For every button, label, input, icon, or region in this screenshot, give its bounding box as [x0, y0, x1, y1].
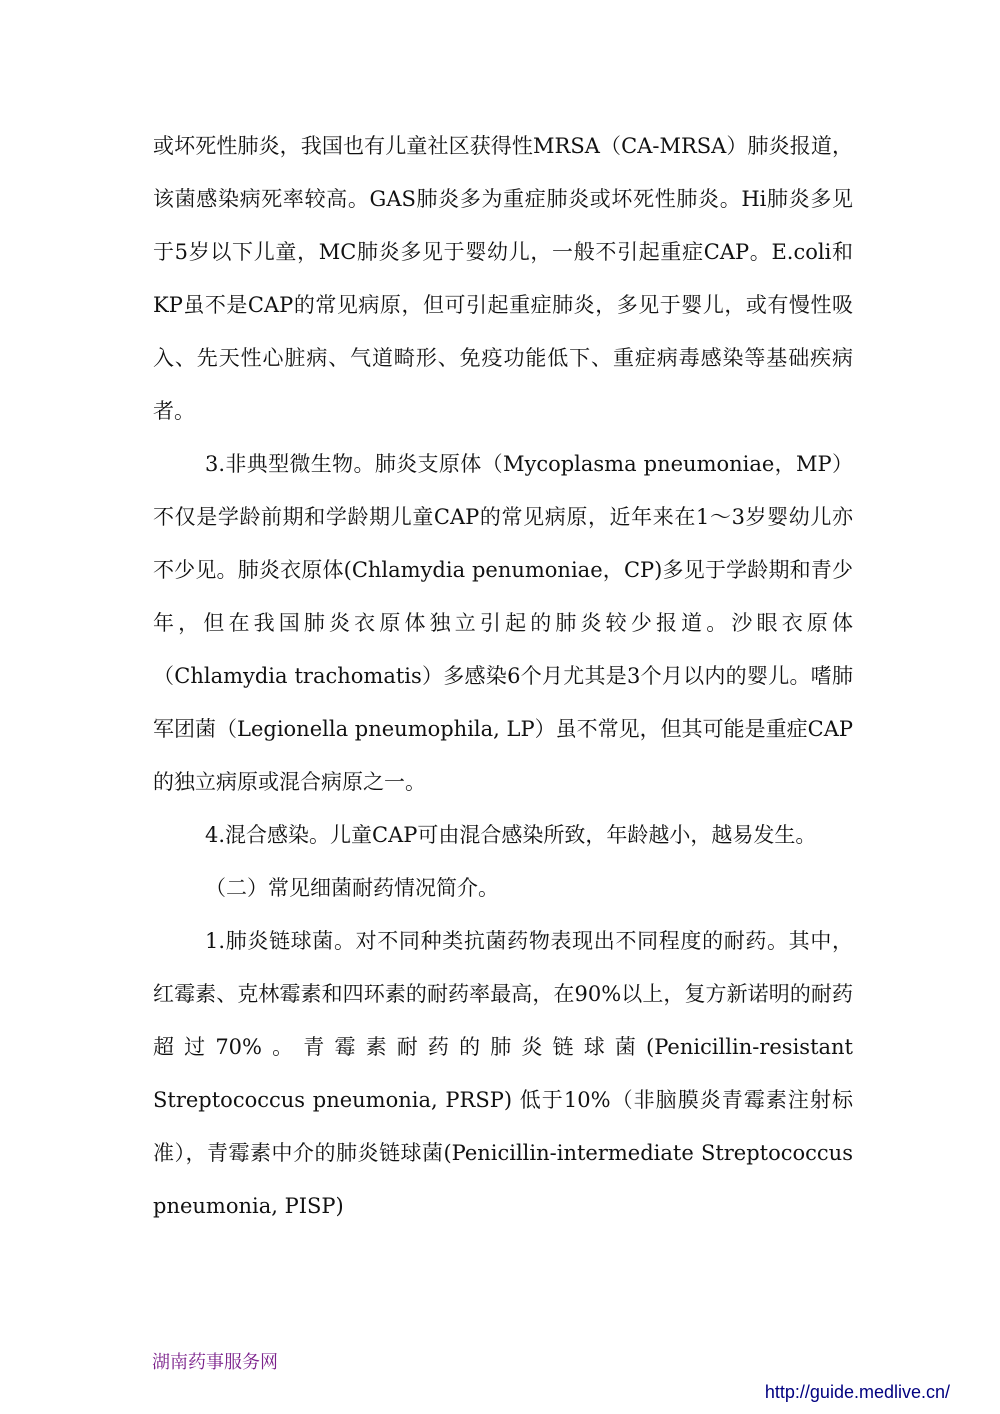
paragraph-1: 或坏死性肺炎，我国也有儿童社区获得性MRSA（CA-MRSA）肺炎报道，该菌感染病死率较高。GAS肺炎多为重症肺炎或坏死性肺炎。Hi肺炎多见于5岁以下儿童，MC肺炎多见于婴幼儿，一般不引起重症CAP。E.coli和KP虽不是CAP的常见病原，但可引起重症肺炎，多见于婴儿，或有慢性吸入、先天性心脏病、气道畸形、免疫功能低下、重症病毒感染等基础疾病者。	[153, 134, 853, 423]
footer-url-link[interactable]: http://guide.medlive.cn/	[764, 1382, 950, 1402]
footer-site-name: 湖南药事服务网	[152, 1352, 278, 1373]
paragraph-4: （二）常见细菌耐药情况简介。	[205, 876, 499, 900]
paragraph-5: 1.肺炎链球菌。对不同种类抗菌药物表现出不同程度的耐药。其中，红霉素、克林霉素和四环素的耐药率最高，在90%以上，复方新诺明的耐药超过70%。青霉素耐药的肺炎链球菌(Penicillin-resistant Streptococcus pneumonia, PRSP) 低于10%（非脑膜炎青霉素注射标准），青霉素中介的肺炎链球菌(Penicillin-intermediate Streptococcus pneumonia, PISP)	[153, 929, 853, 1218]
paragraph-3: 4.混合感染。儿童CAP可由混合感染所致，年龄越小，越易发生。	[205, 823, 817, 847]
document-body	[153, 120, 853, 1233]
paragraph-2: 3.非典型微生物。肺炎支原体（Mycoplasma pneumoniae，MP）不仅是学龄前期和学龄期儿童CAP的常见病原，近年来在1～3岁婴幼儿亦不少见。肺炎衣原体(Chlamydia penumoniae，CP)多见于学龄期和青少年，但在我国肺炎衣原体独立引起的肺炎较少报道。沙眼衣原体（Chlamydia trachomatis）多感染6个月尤其是3个月以内的婴儿。嗜肺军团菌（Legionella pneumophila, LP）虽不常见，但其可能是重症CAP的独立病原或混合病原之一。	[153, 452, 853, 794]
